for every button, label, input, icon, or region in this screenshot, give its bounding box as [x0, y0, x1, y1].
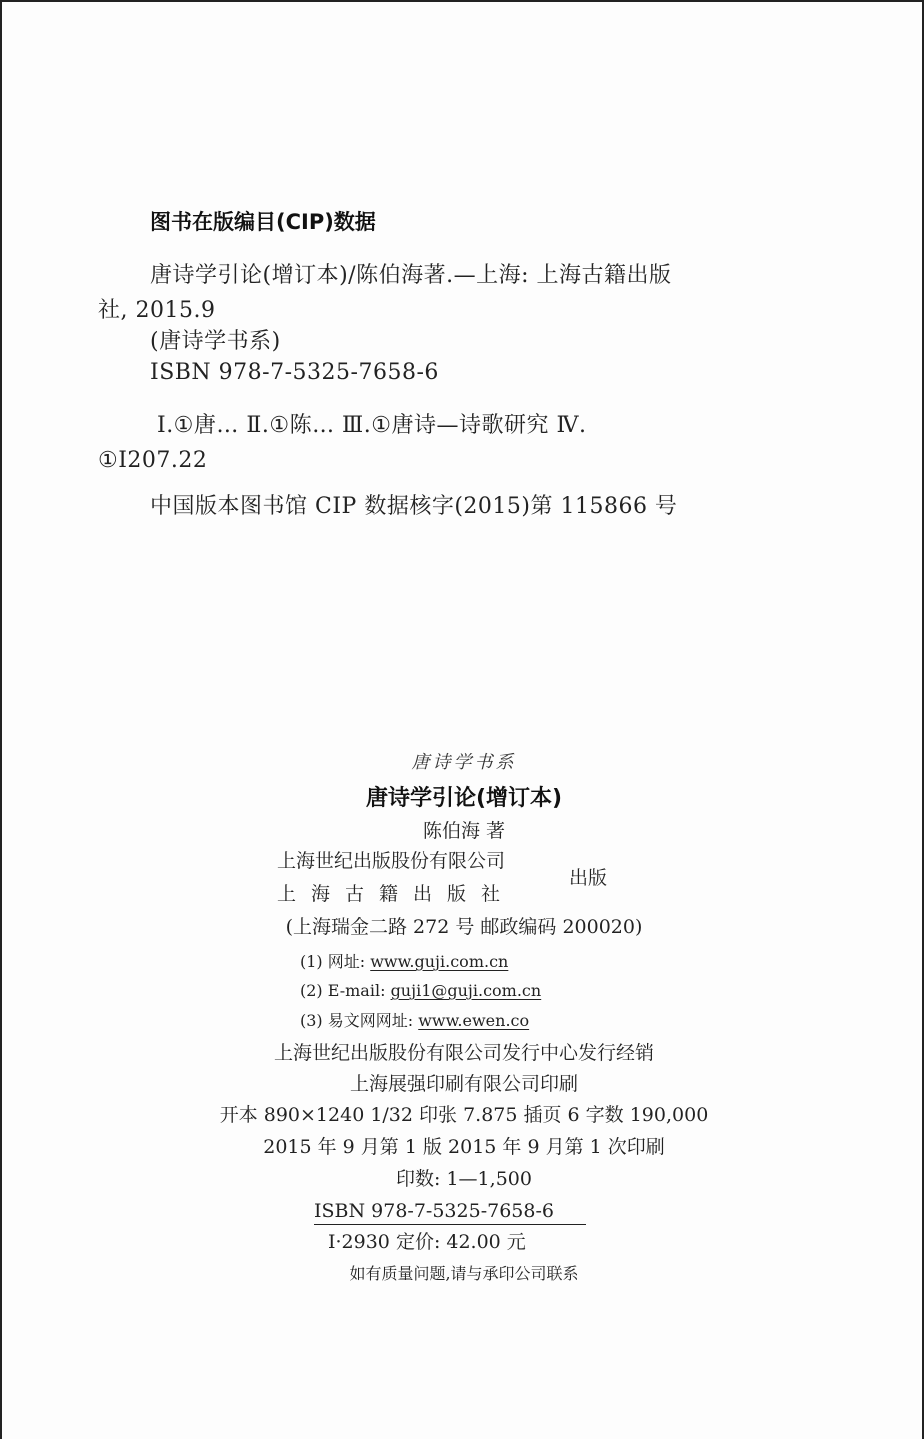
- email-label: (2) E-mail:: [300, 981, 391, 1000]
- cip-title-line: 唐诗学引论(增订本)/陈伯海著.—上海: 上海古籍出版: [150, 263, 672, 288]
- cip-publisher-line: 社, 2015.9: [98, 298, 216, 323]
- website-label: (1) 网址:: [300, 952, 371, 971]
- publisher-house: 上海古籍出版社: [277, 883, 516, 905]
- cip-series-line: (唐诗学书系): [150, 329, 281, 354]
- publish-suffix: 出版: [569, 867, 608, 889]
- edition-line: 2015 年 9 月第 1 版 2015 年 9 月第 1 次印刷: [263, 1136, 665, 1158]
- specs-line: 开本 890×1240 1/32 印张 7.875 插页 6 字数 190,000: [219, 1104, 709, 1126]
- book-title: 唐诗学引论(增订本): [365, 786, 563, 811]
- print-run-line: 印数: 1—1,500: [396, 1168, 532, 1190]
- website-line: [300, 954, 508, 970]
- cip-class-line: ①I207.22: [98, 448, 208, 473]
- cip-heading: 图书在版编目(CIP)数据: [150, 210, 376, 234]
- publishers-block: [277, 850, 608, 905]
- cip-isbn-line: ISBN 978-7-5325-7658-6: [150, 360, 439, 385]
- colophon-isbn: ISBN 978-7-5325-7658-6: [314, 1202, 586, 1225]
- cip-check-number-line: 中国版本图书馆 CIP 数据核字(2015)第 115866 号: [150, 494, 678, 519]
- ewen-line: [300, 1013, 529, 1029]
- email-link[interactable]: guji1@guji.com.cn: [390, 981, 542, 1000]
- author-line: 陈伯海 著: [422, 820, 506, 842]
- address-line: (上海瑞金二路 272 号 邮政编码 200020): [285, 916, 643, 938]
- cip-subject-line: Ⅰ.①唐… Ⅱ.①陈… Ⅲ.①唐诗—诗歌研究 Ⅳ.: [157, 413, 587, 438]
- website-link[interactable]: www.guji.com.cn: [370, 952, 509, 971]
- publisher-group: 上海世纪出版股份有限公司: [277, 850, 506, 872]
- printer-line: 上海展强印刷有限公司印刷: [349, 1073, 578, 1095]
- series-name: 唐诗学书系: [411, 752, 517, 773]
- distributor-line: 上海世纪出版股份有限公司发行中心发行经销: [273, 1042, 654, 1064]
- ewen-link[interactable]: www.ewen.co: [418, 1011, 530, 1030]
- price-line: I·2930 定价: 42.00 元: [328, 1231, 526, 1253]
- ewen-label: (3) 易文网网址:: [300, 1011, 419, 1030]
- quality-notice: 如有质量问题,请与承印公司联系: [349, 1264, 579, 1283]
- email-line: [300, 983, 541, 999]
